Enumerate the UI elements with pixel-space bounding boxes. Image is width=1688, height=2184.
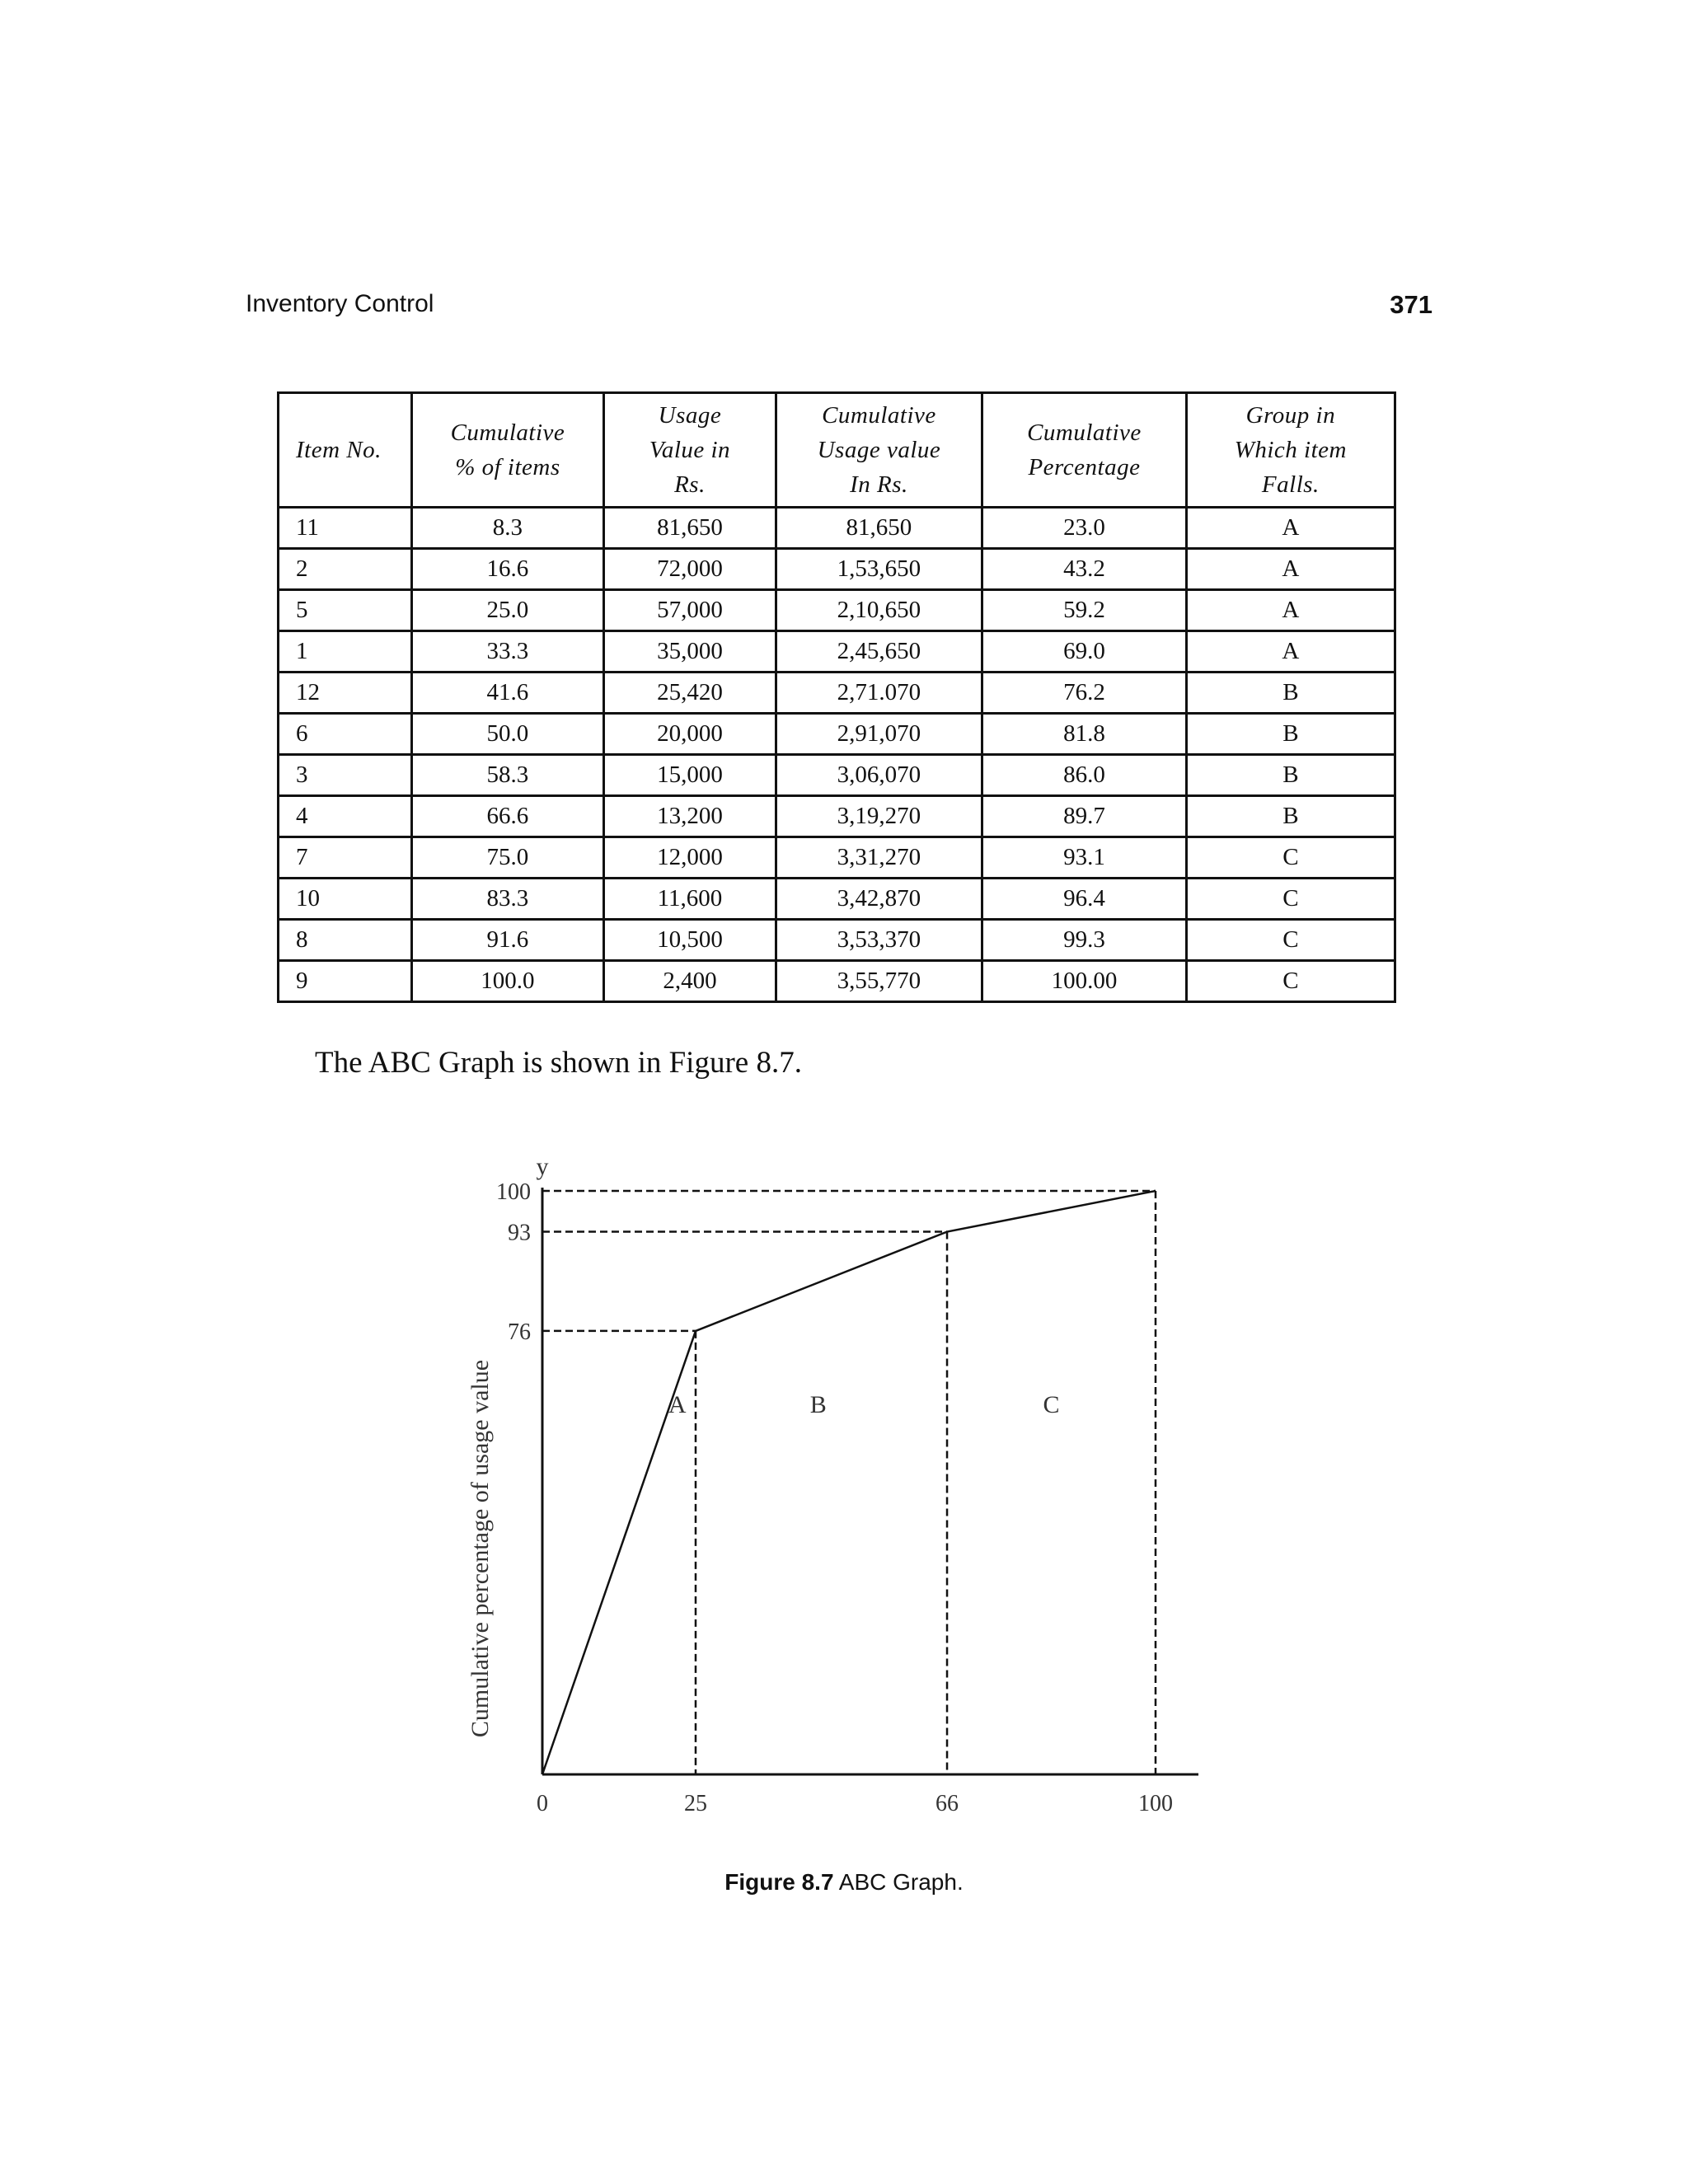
table-cell: A: [1186, 508, 1395, 549]
table-row: [279, 714, 1395, 755]
table-cell: 100.00: [982, 961, 1187, 1002]
table-cell: 96.4: [982, 879, 1187, 920]
table-cell: 59.2: [982, 590, 1187, 631]
table-cell: 91.6: [411, 920, 604, 961]
x-tick-label: 0: [537, 1791, 548, 1816]
table-cell: 76.2: [982, 673, 1187, 714]
table-cell: 83.3: [411, 879, 604, 920]
table-header-row: [279, 393, 1395, 508]
table-cell: 3,31,270: [776, 837, 982, 879]
table-cell: 25,420: [604, 673, 776, 714]
table-cell: 35,000: [604, 631, 776, 673]
table-header-line: Usage value: [817, 437, 941, 463]
region-label: A: [668, 1391, 687, 1419]
table-row: [279, 673, 1395, 714]
table-cell: 8.3: [411, 508, 604, 549]
table-cell: A: [1186, 590, 1395, 631]
table-cell: 81.8: [982, 714, 1187, 755]
table-header-line: Percentage: [1028, 454, 1141, 480]
table-cell: 3,42,870: [776, 879, 982, 920]
table-cell: 12: [279, 673, 412, 714]
table-cell: 86.0: [982, 755, 1187, 796]
table-cell: 8: [279, 920, 412, 961]
table-cell: 10: [279, 879, 412, 920]
running-title: Inventory Control: [246, 290, 434, 317]
y-axis-title: Cumulative percentage of usage value: [467, 1359, 494, 1738]
table-cell: 66.6: [411, 796, 604, 837]
table-cell: 75.0: [411, 837, 604, 879]
table-row: [279, 631, 1395, 673]
table-cell: 58.3: [411, 755, 604, 796]
table-header-cell: [1186, 393, 1395, 508]
abc-table: [277, 391, 1396, 1003]
x-tick-label: 66: [935, 1791, 959, 1816]
table-header-line: Rs.: [674, 471, 706, 498]
y-tick-label: 100: [496, 1179, 531, 1205]
table-cell: 100.0: [411, 961, 604, 1002]
table-cell: 69.0: [982, 631, 1187, 673]
table-cell: 3,19,270: [776, 796, 982, 837]
table-header-line: Cumulative: [822, 402, 936, 429]
table-cell: 89.7: [982, 796, 1187, 837]
table-row: [279, 549, 1395, 590]
table-cell: B: [1186, 714, 1395, 755]
table-cell: A: [1186, 549, 1395, 590]
table-cell: C: [1186, 837, 1395, 879]
table-header-cell: [411, 393, 604, 508]
table-cell: 12,000: [604, 837, 776, 879]
table-header-line: Cumulative: [1027, 419, 1142, 446]
abc-graph: [445, 1137, 1220, 1846]
table-row: [279, 508, 1395, 549]
figure-label: Figure 8.7: [724, 1869, 834, 1895]
table-cell: B: [1186, 673, 1395, 714]
table-header-line: Value in: [649, 437, 731, 463]
table-cell: 11,600: [604, 879, 776, 920]
y-axis-letter: y: [536, 1153, 549, 1180]
table-cell: 1: [279, 631, 412, 673]
table-cell: 57,000: [604, 590, 776, 631]
table-cell: 16.6: [411, 549, 604, 590]
page-number: 371: [1390, 290, 1432, 319]
region-label: B: [809, 1391, 827, 1419]
table-cell: 11: [279, 508, 412, 549]
table-cell: C: [1186, 879, 1395, 920]
table-cell: 15,000: [604, 755, 776, 796]
table-row: [279, 837, 1395, 879]
table-cell: 43.2: [982, 549, 1187, 590]
table-cell: 2,91,070: [776, 714, 982, 755]
series-line: [542, 1191, 1156, 1774]
table-header-line: Item No.: [296, 437, 382, 463]
table-cell: 99.3: [982, 920, 1187, 961]
table-row: [279, 961, 1395, 1002]
table-cell: B: [1186, 755, 1395, 796]
table-cell: 2: [279, 549, 412, 590]
table-cell: 3: [279, 755, 412, 796]
table-header-line: In Rs.: [850, 471, 908, 498]
table-header-cell: [279, 393, 412, 508]
table-cell: 7: [279, 837, 412, 879]
table-cell: 3,06,070: [776, 755, 982, 796]
table-cell: 2,45,650: [776, 631, 982, 673]
y-tick-label: 93: [508, 1220, 531, 1246]
table-cell: 50.0: [411, 714, 604, 755]
table-cell: 25.0: [411, 590, 604, 631]
table-cell: 10,500: [604, 920, 776, 961]
table-header-line: Usage: [658, 402, 722, 429]
running-head: [246, 290, 1432, 331]
table-header-cell: [604, 393, 776, 508]
table-cell: 93.1: [982, 837, 1187, 879]
table-cell: 2,10,650: [776, 590, 982, 631]
table-cell: 5: [279, 590, 412, 631]
x-tick-label: 100: [1138, 1791, 1173, 1816]
table-row: [279, 755, 1395, 796]
table-cell: 2,71.070: [776, 673, 982, 714]
figure-caption: [0, 1869, 1688, 1896]
table-header-line: Cumulative: [450, 419, 565, 446]
table-header-line: % of items: [455, 454, 560, 480]
table-cell: 6: [279, 714, 412, 755]
table-cell: 9: [279, 961, 412, 1002]
table-cell: 33.3: [411, 631, 604, 673]
table-row: [279, 920, 1395, 961]
x-tick-label: 25: [684, 1791, 707, 1816]
table-cell: 13,200: [604, 796, 776, 837]
table-cell: 81,650: [604, 508, 776, 549]
table-cell: B: [1186, 796, 1395, 837]
y-tick-label: 76: [508, 1319, 531, 1345]
table-header-line: Group in: [1245, 402, 1336, 429]
table-cell: 81,650: [776, 508, 982, 549]
table-cell: 20,000: [604, 714, 776, 755]
table-row: [279, 590, 1395, 631]
table-header-line: Which item: [1234, 437, 1347, 463]
region-label: C: [1043, 1391, 1060, 1419]
table-header-cell: [982, 393, 1187, 508]
table-cell: C: [1186, 920, 1395, 961]
body-text: The ABC Graph is shown in Figure 8.7.: [315, 1046, 802, 1080]
table-cell: 2,400: [604, 961, 776, 1002]
table-cell: 23.0: [982, 508, 1187, 549]
table-header-line: Falls.: [1261, 471, 1320, 498]
table-cell: 1,53,650: [776, 549, 982, 590]
table-cell: 3,55,770: [776, 961, 982, 1002]
table-header-cell: [776, 393, 982, 508]
table-cell: 72,000: [604, 549, 776, 590]
table-cell: 41.6: [411, 673, 604, 714]
table-row: [279, 879, 1395, 920]
table-cell: 4: [279, 796, 412, 837]
table-row: [279, 796, 1395, 837]
figure-caption-text: ABC Graph.: [833, 1869, 964, 1895]
table-cell: 3,53,370: [776, 920, 982, 961]
table-cell: C: [1186, 961, 1395, 1002]
table-body: [279, 508, 1395, 1002]
table-cell: A: [1186, 631, 1395, 673]
